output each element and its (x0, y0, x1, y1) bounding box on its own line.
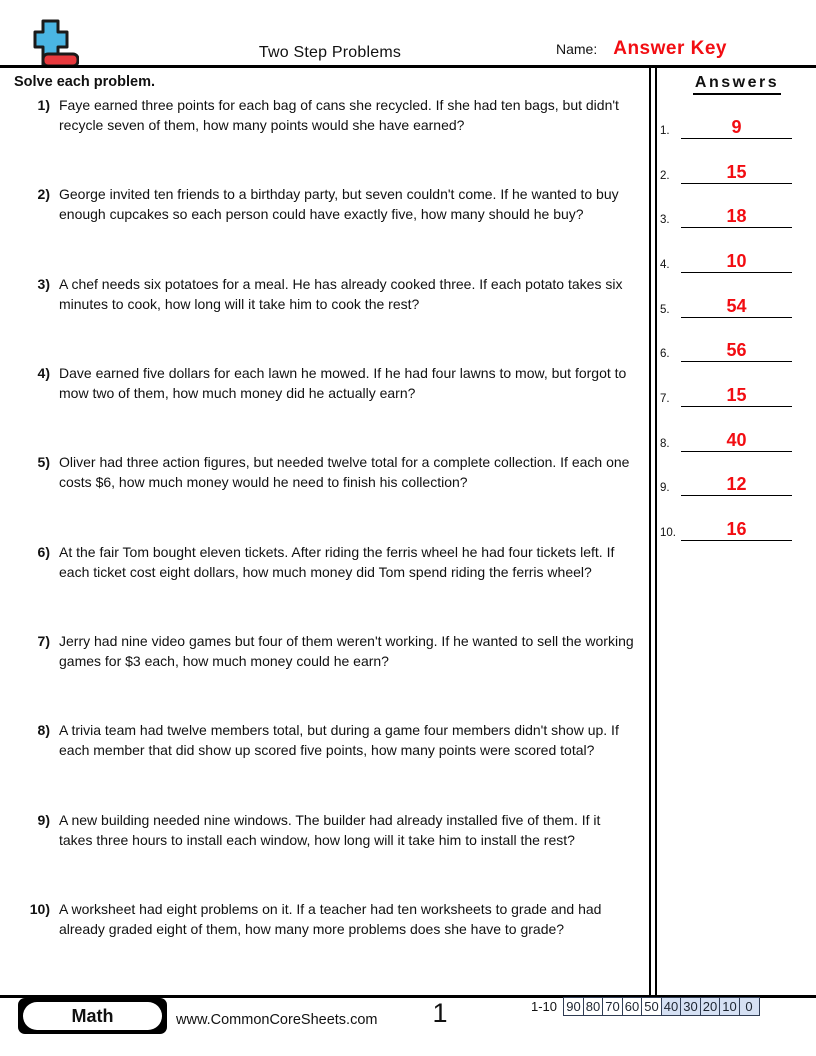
answer-value: 16 (681, 520, 792, 541)
answer-row (660, 288, 792, 318)
problem-number: 10) (29, 901, 50, 917)
score-cell: 40 (661, 997, 682, 1016)
problem-text: George invited ten friends to a birthday party, but seven couldn't come. If he wanted to buy enough cupcakes so each person could have exactly five, how many should he buy? (59, 186, 619, 222)
score-cell: 60 (622, 997, 643, 1016)
answer-value: 18 (681, 207, 792, 228)
answer-number: 8. (660, 438, 670, 450)
answer-row (660, 466, 792, 496)
answers-title-wrap (658, 66, 816, 95)
answer-value: 12 (681, 475, 792, 496)
answer-row (660, 422, 792, 452)
answer-value: 56 (681, 341, 792, 362)
answer-row (660, 377, 792, 407)
answer-row (660, 198, 792, 228)
problem-number: 1) (37, 97, 50, 113)
score-cells (563, 997, 760, 1016)
score-cell: 20 (700, 997, 721, 1016)
problem-item (14, 721, 636, 760)
problem-item (14, 453, 636, 492)
answer-row (660, 109, 792, 139)
problem-item (14, 96, 636, 135)
problem-text: Oliver had three action figures, but needed twelve total for a complete collection. If each one costs $6, how much money would he need to finish his collection? (59, 454, 630, 490)
answer-value: 9 (681, 118, 792, 139)
score-cell: 0 (739, 997, 760, 1016)
answer-row (660, 243, 792, 273)
subject-badge (18, 998, 167, 1034)
problem-text: A new building needed nine windows. The builder had already installed five of them. If it takes three hours to install each window, how long will it take him to install the rest? (59, 812, 601, 848)
answer-number: 7. (660, 393, 670, 405)
problem-item (14, 364, 636, 403)
problem-item (14, 543, 636, 582)
answers-title: Answers (693, 74, 781, 95)
problem-number: 5) (37, 454, 50, 470)
problem-text: Faye earned three points for each bag of cans she recycled. If she had ten bags, but didn't recycle seven of them, how many points would she have earned? (59, 97, 619, 133)
column-separator (649, 66, 657, 995)
problem-number: 4) (37, 365, 50, 381)
subject-label: Math (23, 1002, 162, 1030)
problem-item (14, 185, 636, 224)
answer-row (660, 332, 792, 362)
problem-text: Dave earned five dollars for each lawn he mowed. If he had four lawns to mow, but forgot to mow two of them, how much money did he actually earn? (59, 365, 627, 401)
name-label: Name: (556, 41, 598, 57)
answers-panel (658, 66, 816, 995)
answer-number: 1. (660, 125, 670, 137)
score-cell: 80 (583, 997, 604, 1016)
problem-item (14, 632, 636, 671)
score-range-label: 1-10 (531, 999, 558, 1014)
score-cell: 30 (680, 997, 701, 1016)
answer-row (660, 511, 792, 541)
problem-item (14, 811, 636, 850)
commoncoresheets-logo-icon (33, 19, 79, 67)
score-cell: 50 (641, 997, 662, 1016)
problem-number: 2) (37, 186, 50, 202)
score-cell: 90 (563, 997, 584, 1016)
problem-item (14, 275, 636, 314)
answer-row (660, 154, 792, 184)
problem-text: A worksheet had eight problems on it. If a teacher had ten worksheets to grade and had already graded eight of them, how many more problems does she have to grade? (59, 901, 602, 937)
problem-text: A trivia team had twelve members total, but during a game four members didn't show up. If each member that did show up scored five points, how many points were scored total? (59, 722, 619, 758)
problem-item (14, 900, 636, 939)
answer-value: 10 (681, 252, 792, 273)
answer-key-value: Answer Key (613, 38, 728, 59)
page-title: Two Step Problems (258, 44, 402, 61)
page-number: 1 (432, 998, 448, 1028)
answer-number: 6. (660, 348, 670, 360)
instruction-text: Solve each problem. (14, 74, 156, 90)
score-cell: 70 (602, 997, 623, 1016)
problem-number: 9) (37, 812, 50, 828)
website-text: www.CommonCoreSheets.com (176, 1012, 378, 1028)
answer-number: 10. (660, 527, 676, 539)
score-table (531, 997, 760, 1016)
problem-text: Jerry had nine video games but four of them weren't working. If he wanted to sell the working games for $3 each, how much money could he earn? (59, 633, 634, 669)
answer-number: 4. (660, 259, 670, 271)
score-cell: 10 (719, 997, 740, 1016)
problem-text: At the fair Tom bought eleven tickets. After riding the ferris wheel he had four tickets left. If each ticket cost eight dollars, how much money did Tom spend riding the ferris wheel? (59, 544, 615, 580)
problem-number: 3) (37, 276, 50, 292)
problem-number: 6) (37, 544, 50, 560)
problem-number: 7) (37, 633, 50, 649)
answer-value: 54 (681, 297, 792, 318)
problem-number: 8) (37, 722, 50, 738)
problem-text: A chef needs six potatoes for a meal. He has already cooked three. If each potato takes six minutes to cook, how long will it take him to cook the rest? (59, 276, 623, 312)
answer-value: 15 (681, 386, 792, 407)
answer-number: 9. (660, 482, 670, 494)
answer-value: 40 (681, 431, 792, 452)
name-row (556, 38, 727, 60)
answer-number: 5. (660, 304, 670, 316)
answer-number: 3. (660, 214, 670, 226)
answer-value: 15 (681, 163, 792, 184)
answer-number: 2. (660, 170, 670, 182)
